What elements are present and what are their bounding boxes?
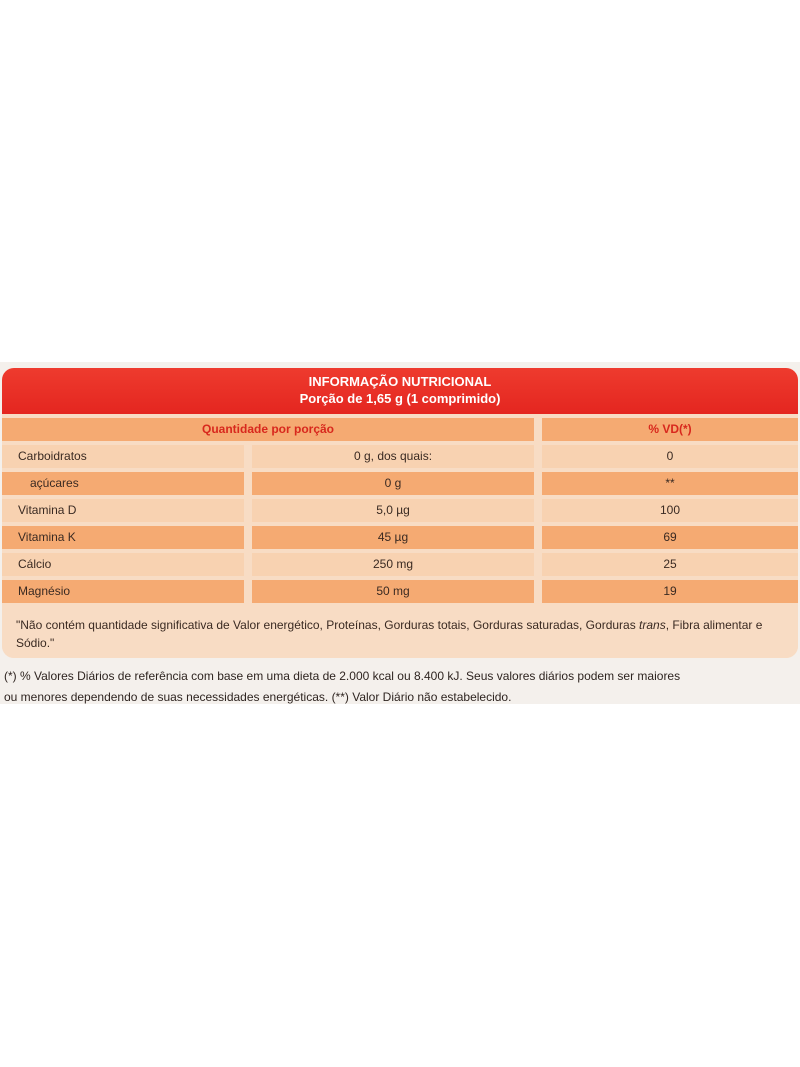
column-header-quantity: Quantidade por porção [2,418,534,441]
footnote [4,666,798,708]
table-subtitle: Porção de 1,65 g (1 comprimido) [299,391,501,406]
nutrient-vd: ** [542,472,798,495]
nutrition-table [2,368,798,658]
note-text-italic: trans [639,618,666,632]
nutrient-amount: 45 µg [252,526,534,549]
nutrient-name: Carboidratos [2,445,244,468]
table-header [2,368,798,414]
nutrient-vd: 69 [542,526,798,549]
nutrient-name: Vitamina D [2,499,244,522]
nutrient-amount: 250 mg [252,553,534,576]
nutrient-amount: 0 g [252,472,534,495]
nutrient-name: Magnésio [2,580,244,603]
table-note [2,612,798,658]
nutrient-name: Cálcio [2,553,244,576]
table-title: INFORMAÇÃO NUTRICIONAL [308,374,492,389]
nutrient-vd: 19 [542,580,798,603]
nutrient-name: açúcares [2,472,244,495]
note-text-start: "Não contém quantidade significativa de Valor energético, Proteínas, Gorduras totais, Gorduras saturadas, Gorduras [16,618,640,632]
footnote-line: ou menores dependendo de suas necessidades energéticas. (**) Valor Diário não estabelecido. [4,690,512,704]
nutrient-vd: 25 [542,553,798,576]
nutrient-amount: 50 mg [252,580,534,603]
nutrient-vd: 0 [542,445,798,468]
column-header-vd: % VD(*) [542,418,798,441]
nutrient-vd: 100 [542,499,798,522]
footnote-line: (*) % Valores Diários de referência com base em uma dieta de 2.000 kcal ou 8.400 kJ. Seus valores diários podem ser maiores [4,669,681,683]
note-text-end: , Fibra alimentar e Sódio." [16,618,763,650]
nutrient-name: Vitamina K [2,526,244,549]
nutrient-amount: 5,0 µg [252,499,534,522]
nutrient-amount: 0 g, dos quais: [252,445,534,468]
